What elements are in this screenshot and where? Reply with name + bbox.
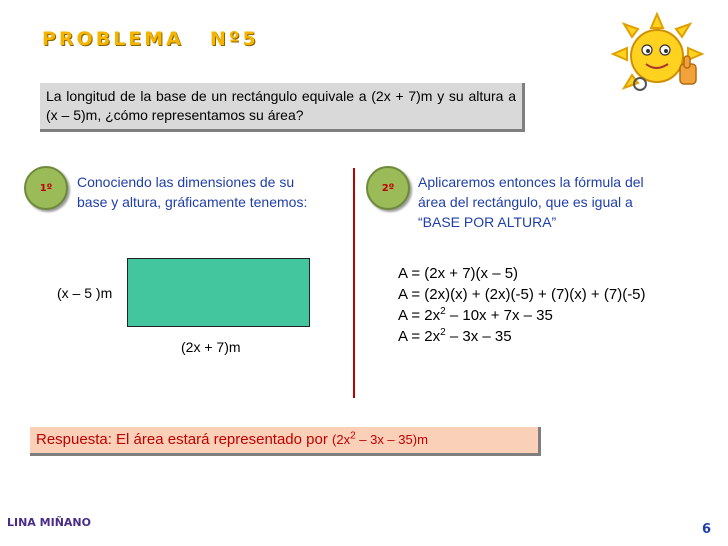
eq4-exponent: 2 (440, 327, 446, 338)
vertical-divider (353, 168, 355, 398)
step-2-line-2: área del rectángulo, que es igual a (418, 194, 633, 210)
answer-expr-a: (2x (332, 432, 351, 447)
author-name: LINA MIÑANO (7, 516, 91, 529)
slide-title (42, 28, 259, 50)
answer-expr-b: – 3x – 35)m (355, 432, 428, 447)
answer-box (30, 427, 541, 456)
equation-line-4 (398, 327, 512, 346)
problem-statement: La longitud de la base de un rectángulo equivale a (2x + 7)m y su altura a (x – 5)m, ¿cómo representamos su área? (40, 83, 525, 132)
step-2-line-1: Aplicaremos entonces la fórmula del (418, 174, 644, 190)
eq4-part-a: A = 2x (398, 328, 441, 345)
eq3-part-b: – 10x + 7x – 35 (445, 307, 553, 324)
answer-expr-exponent: 2 (350, 430, 356, 442)
height-label: (x – 5 )m (57, 285, 113, 301)
page-number: 6 (702, 522, 712, 537)
step-2-badge: 2º (366, 166, 410, 210)
step-2-text (418, 172, 644, 232)
answer-expression (332, 432, 428, 447)
eq3-exponent: 2 (440, 306, 446, 317)
eq4-part-b: – 3x – 35 (445, 328, 512, 345)
step-1-badge: 1º (24, 166, 68, 210)
equation-line-2: A = (2x)(x) + (2x)(-5) + (7)(x) + (7)(-5) (398, 286, 646, 303)
answer-lead: Respuesta: El área estará representado por (36, 431, 333, 448)
equation-line-3 (398, 306, 553, 325)
step-1-line-1: Conociendo las dimensiones de su (77, 174, 295, 190)
step-1-line-2: base y altura, gráficamente tenemos: (77, 194, 308, 210)
step-1-text (77, 172, 307, 212)
base-label: (2x + 7)m (181, 339, 241, 355)
eq3-part-a: A = 2x (398, 307, 441, 324)
equation-line-1: A = (2x + 7)(x – 5) (398, 265, 519, 282)
step-2-line-3: “BASE POR ALTURA” (418, 214, 557, 230)
title-word: PROBLEMA (42, 28, 184, 50)
rectangle-diagram (127, 258, 310, 327)
sun-mascot-icon (610, 12, 705, 102)
title-number: Nº5 (209, 28, 259, 50)
